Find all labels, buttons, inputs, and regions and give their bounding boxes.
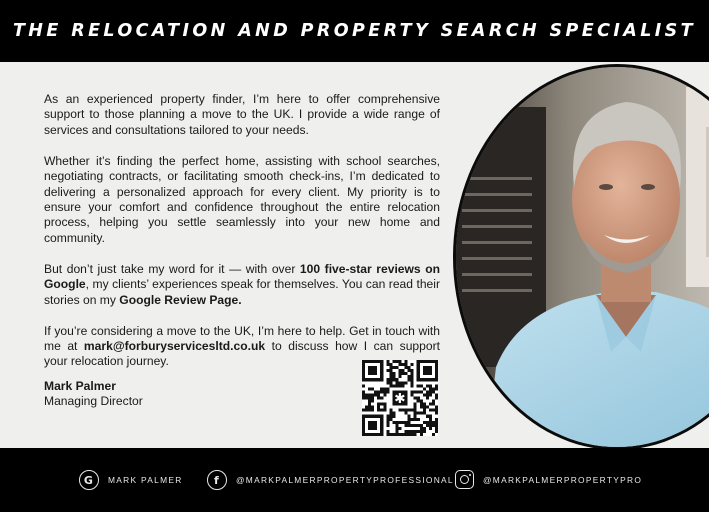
google-label: MARK PALMER	[108, 475, 183, 485]
reviews-count: 100 five-star reviews on Google	[44, 261, 441, 292]
qr-code-icon[interactable]	[362, 360, 438, 436]
instagram-label: @MARKPALMERPROPERTYPRO	[483, 474, 643, 485]
intro-paragraph: As an experienced property finder, I’m here to offer comprehensive support to those planning a move to the UK. I provide a wide range of services and consultations tailored to your needs.	[44, 92, 440, 137]
facebook-icon: f	[207, 470, 227, 490]
google-review-page-link[interactable]: Google Review Page.	[119, 292, 242, 307]
instagram-social-item[interactable]	[455, 470, 642, 489]
content-panel	[0, 62, 709, 448]
reviews-text-a: But don’t just take my word for it — with over	[44, 261, 300, 276]
services-paragraph: Whether it’s finding the perfect home, assisting with school searches, negotiating contracts, or facilitating smooth check-ins, I’m dedicated to delivering a personalized approach for every client. My priority is to ensure your comfort and confidence throughout the entire relocation process, helping you settle seamlessly into your new home and community.	[44, 153, 440, 245]
portrait-image	[456, 67, 709, 448]
reviews-text-b: , my clients’ experiences speak for themselves. You can read their stories on my	[44, 277, 440, 307]
reviews-paragraph	[44, 262, 440, 308]
google-social-item[interactable]	[79, 470, 183, 490]
instagram-icon	[455, 470, 474, 489]
signature-name: Mark Palmer	[44, 378, 116, 393]
google-icon: G	[79, 470, 99, 490]
facebook-social-item[interactable]	[207, 470, 454, 490]
contact-text-a: If you’re considering a move to the UK, I’m here to help. Get in touch with me at	[44, 323, 440, 354]
contact-text-b: to discuss how I can support your relocation journey.	[44, 339, 440, 369]
facebook-label: @MARKPALMERPROPERTYPROFESSIONAL	[236, 475, 454, 485]
footer-bar	[0, 448, 709, 512]
qr-code-graphic	[362, 360, 438, 436]
page-title: THE RELOCATION AND PROPERTY SEARCH SPECIALIST	[12, 21, 697, 41]
portrait-photo	[453, 64, 709, 448]
signature-role: Managing Director	[44, 394, 143, 409]
email-link[interactable]: mark@forburyservicesltd.co.uk	[83, 339, 266, 354]
qr-center-logo: ✱	[394, 391, 406, 408]
header-bar	[0, 0, 709, 62]
